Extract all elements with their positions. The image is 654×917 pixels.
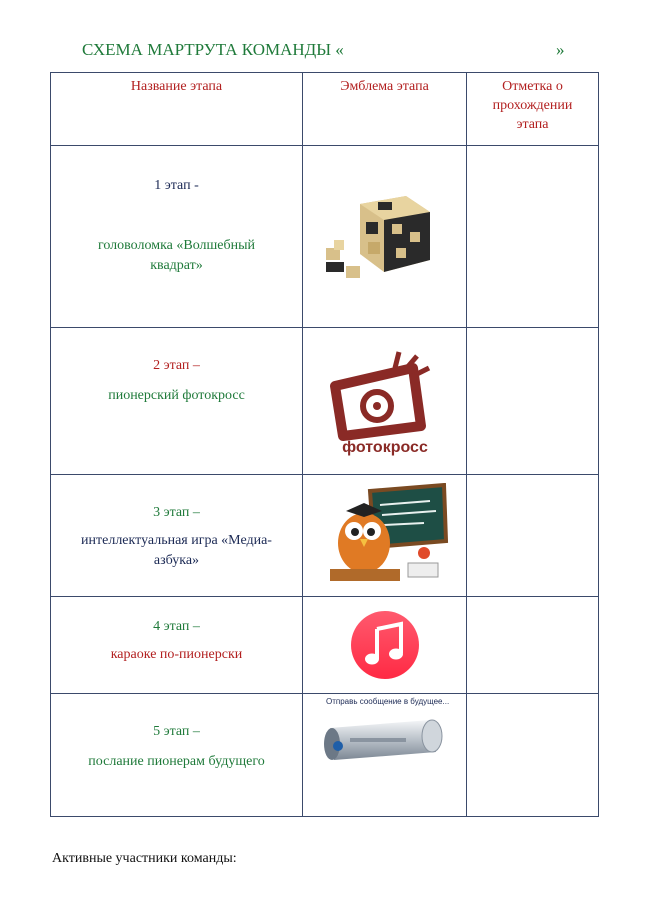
emblem-cell: [303, 475, 467, 597]
stage-number: 1 этап -: [154, 178, 199, 193]
mark-cell[interactable]: [467, 328, 599, 475]
table-row: [51, 328, 599, 475]
column-header-mark: Отметка о прохождении этапа: [467, 73, 599, 146]
title-close-quote: »: [556, 40, 565, 59]
stage-name-cell: [51, 328, 303, 475]
mark-cell[interactable]: [467, 694, 599, 817]
photocross-logo: [325, 346, 445, 456]
mark-cell[interactable]: [467, 475, 599, 597]
mark-cell[interactable]: [467, 597, 599, 694]
stage-description: пионерский фотокросс: [108, 388, 245, 403]
stage-description: караоке по-пионерски: [110, 647, 243, 662]
table-row: [51, 146, 599, 328]
page-title: [82, 40, 582, 60]
emblem-cell: [303, 146, 467, 328]
emblem-cell: [303, 328, 467, 475]
owl-teacher-icon: [320, 483, 450, 588]
table-header-row: [51, 73, 599, 146]
stage-description: головоломка «Волшебный квадрат»: [97, 238, 256, 273]
emblem-cell: [303, 694, 467, 817]
stage-number: 3 этап –: [153, 505, 200, 520]
stage-description: интеллектуальная игра «Медиа-азбука»: [81, 533, 272, 568]
active-members-label: Активные участники команды:: [52, 851, 237, 866]
column-header-stage-name: Название этапа: [51, 73, 303, 146]
stage-name-cell: [51, 475, 303, 597]
time-capsule-caption: Отправь сообщение в будущее...: [325, 697, 449, 706]
stage-description: послание пионерам будущего: [88, 754, 265, 769]
stage-number: 2 этап –: [153, 358, 200, 373]
route-table: [50, 72, 599, 817]
title-text: СХЕМА МАРТРУТА КОМАНДЫ «: [82, 40, 344, 59]
stage-name-cell: [51, 146, 303, 328]
table-row: [51, 694, 599, 817]
stage-number: 5 этап –: [153, 724, 200, 739]
mark-cell[interactable]: [467, 146, 599, 328]
emblem-cell: [303, 597, 467, 694]
stage-name-cell: [51, 597, 303, 694]
photocross-logo-text: фотокросс: [341, 439, 428, 456]
music-note-icon: [349, 609, 421, 681]
stage-number: 4 этап –: [153, 619, 200, 634]
table-row: [51, 475, 599, 597]
column-header-emblem: Эмблема этапа: [303, 73, 467, 146]
time-capsule-icon: [320, 694, 450, 768]
stage-name-cell: [51, 694, 303, 817]
puzzle-cube-icon: [320, 192, 450, 282]
table-row: [51, 597, 599, 694]
